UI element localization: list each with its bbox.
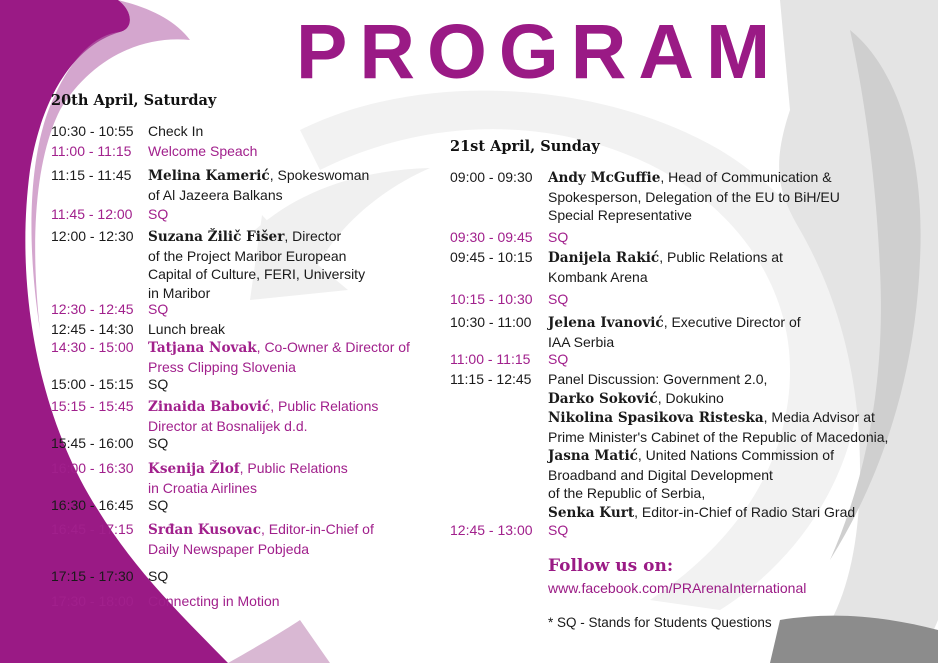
session-description — [148, 567, 168, 586]
session-description — [548, 370, 888, 522]
time-slot: 10:30 - 10:55 — [51, 123, 134, 139]
time-slot: 17:15 - 17:30 — [51, 568, 134, 584]
session-description — [148, 320, 225, 339]
speaker-name: Danijela Rakić — [548, 250, 660, 266]
description-line: SQ — [548, 351, 569, 367]
session-description — [148, 520, 374, 558]
time-slot: 12:45 - 13:00 — [450, 522, 533, 538]
time-slot: 16:00 - 16:30 — [51, 460, 134, 476]
speaker-name: Suzana Žilič Fišer — [148, 229, 285, 245]
session-description — [148, 434, 168, 453]
time-slot: 10:15 - 10:30 — [450, 291, 533, 307]
description-line: in Croatia Airlines — [148, 479, 257, 496]
time-slot: 12:30 - 12:45 — [51, 301, 134, 317]
description-line: Check In — [148, 123, 204, 139]
description-line: Prime Minister's Cabinet of the Republic of Macedonia, — [548, 428, 889, 445]
follow-heading: Follow us on: — [548, 556, 674, 576]
session-description — [548, 168, 840, 225]
description-line: Senka Kurt, Editor-in-Chief of Radio Stari Grad — [548, 503, 856, 521]
session-description — [148, 338, 410, 376]
description-line: SQ — [548, 522, 569, 538]
description-line: Welcome Speach — [148, 143, 258, 159]
session-description — [148, 375, 168, 394]
description-line: SQ — [548, 291, 569, 307]
description-line: Jasna Matić, United Nations Commission of — [548, 447, 834, 464]
sq-footnote: * SQ - Stands for Students Questions — [548, 615, 772, 630]
time-slot: 15:00 - 15:15 — [51, 376, 134, 392]
description-line: of the Republic of Serbia, — [548, 485, 706, 501]
session-description — [148, 397, 378, 435]
description-line: Special Representative — [548, 207, 692, 223]
saturday-heading: 20th April, Saturday — [51, 92, 217, 109]
description-line: Daily Newspaper Pobjeda — [148, 540, 310, 557]
time-slot: 12:00 - 12:30 — [51, 228, 134, 244]
time-slot: 09:45 - 10:15 — [450, 249, 533, 265]
session-description — [148, 592, 280, 611]
description-line: Spokesperson, Delegation of the EU to BiH/EU — [548, 188, 840, 205]
session-description — [148, 496, 168, 515]
speaker-name: Srđan Kusovac — [148, 522, 262, 538]
description-line: Broadband and Digital Development — [548, 466, 773, 483]
description-line: Suzana Žilič Fišer, Director — [148, 228, 342, 245]
description-line: SQ — [548, 229, 569, 245]
description-line: Capital of Culture, FERI, University — [148, 266, 366, 282]
time-slot: 16:30 - 16:45 — [51, 497, 134, 513]
description-line: Lunch break — [148, 321, 226, 337]
description-line: SQ — [148, 376, 169, 392]
speaker-name: Nikolina Spasikova Risteska — [548, 410, 764, 426]
speaker-name: Jelena Ivanović — [548, 315, 664, 331]
description-line: Panel Discussion: Government 2.0, — [548, 371, 768, 387]
time-slot: 11:45 - 12:00 — [51, 206, 133, 222]
description-line: in Maribor — [148, 284, 211, 301]
session-description — [548, 313, 801, 351]
description-line: Andy McGuffie, Head of Communication & — [548, 169, 832, 186]
speaker-name: Jasna Matić — [548, 448, 638, 464]
session-description — [148, 142, 257, 161]
time-slot: 09:00 - 09:30 — [450, 169, 533, 185]
time-slot: 09:30 - 09:45 — [450, 229, 533, 245]
time-slot: 11:15 - 11:45 — [51, 167, 132, 183]
session-description — [548, 350, 568, 369]
time-slot: 12:45 - 14:30 — [51, 321, 134, 337]
time-slot: 10:30 - 11:00 — [450, 314, 532, 330]
facebook-link[interactable]: www.facebook.com/PRArenaInternational — [548, 580, 807, 596]
description-line: Melina Kamerić, Spokeswoman — [148, 167, 370, 184]
description-line: Srđan Kusovac, Editor-in-Chief of — [148, 521, 374, 538]
speaker-name: Zinaida Babović — [148, 399, 271, 415]
description-line: Nikolina Spasikova Risteska, Media Advisor at — [548, 409, 875, 426]
session-description — [148, 227, 365, 302]
speaker-name: Darko Soković — [548, 390, 658, 407]
session-description — [148, 459, 348, 497]
time-slot: 11:15 - 12:45 — [450, 371, 532, 387]
description-line: Press Clipping Slovenia — [148, 358, 296, 375]
page-title: PROGRAM — [296, 9, 783, 95]
session-description — [148, 122, 203, 141]
session-description — [148, 205, 168, 224]
description-line: Ksenija Žlof, Public Relations — [148, 460, 348, 477]
description-line: Darko Soković, Dokukino — [548, 389, 724, 407]
speaker-name: Melina Kamerić — [148, 168, 270, 184]
description-line: SQ — [148, 568, 169, 584]
session-description — [148, 300, 168, 319]
description-line: SQ — [148, 435, 169, 451]
session-description — [548, 521, 568, 540]
speaker-name: Andy McGuffie — [548, 170, 661, 186]
speaker-name: Senka Kurt — [548, 504, 635, 521]
sunday-heading: 21st April, Sunday — [450, 138, 600, 155]
speaker-name: Tatjana Novak — [148, 340, 257, 356]
time-slot: 15:15 - 15:45 — [51, 398, 134, 414]
description-line: SQ — [148, 206, 169, 222]
session-description — [548, 248, 783, 286]
description-line: Connecting in Motion — [148, 593, 280, 609]
time-slot: 11:00 - 11:15 — [51, 143, 132, 159]
description-line: Danijela Rakić, Public Relations at — [548, 249, 783, 266]
speaker-name: Ksenija Žlof — [148, 461, 240, 477]
time-slot: 11:00 - 11:15 — [450, 351, 531, 367]
description-line: Kombank Arena — [548, 268, 648, 285]
description-line: Tatjana Novak, Co-Owner & Director of — [148, 339, 410, 356]
time-slot: 17:30 - 18:00 — [51, 593, 134, 609]
time-slot: 14:30 - 15:00 — [51, 339, 134, 355]
description-line: SQ — [148, 497, 169, 513]
description-line: IAA Serbia — [548, 333, 615, 350]
session-description — [548, 290, 568, 309]
description-line: Director at Bosnalijek d.d. — [148, 417, 308, 434]
session-description — [548, 228, 568, 247]
description-line: Jelena Ivanović, Executive Director of — [548, 314, 801, 331]
time-slot: 15:45 - 16:00 — [51, 435, 134, 451]
session-description — [148, 166, 369, 204]
description-line: of the Project Maribor European — [148, 247, 347, 264]
description-line: SQ — [148, 301, 169, 317]
description-line: of Al Jazeera Balkans — [148, 186, 283, 203]
time-slot: 16:45 - 17:15 — [51, 521, 134, 537]
description-line: Zinaida Babović, Public Relations — [148, 398, 379, 415]
